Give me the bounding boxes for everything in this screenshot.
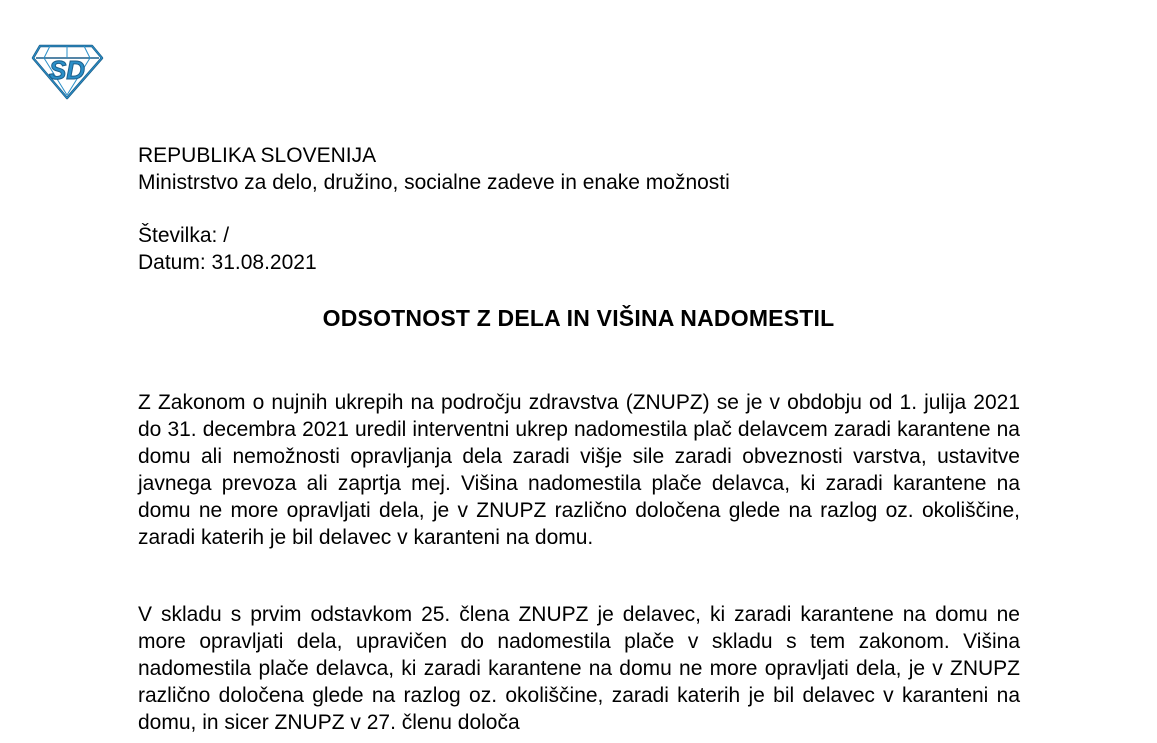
header-ministry: Ministrstvo za delo, družino, socialne zadeve in enake možnosti [138,171,730,194]
body-paragraph-1: Z Zakonom o nujnih ukrepih na področju zdravstva (ZNUPZ) se je v obdobju od 1. julija 2021 do 31. decembra 2021 uredil interventni ukrep nadomestila plač delavcem zaradi karantene na domu ali nemožnosti opravljanja dela zaradi višje sile zaradi obveznosti varstva, ustavitve javnega prevoza ali zaprtja mej. Višina nadomestila plače delavca, ki zaradi karantene na domu ne more opravljati dela, je v ZNUPZ različno določena glede na razlog oz. okoliščine, zaradi katerih je bil delavec v karanteni na domu. [138,391,1020,549]
document-date: Datum: 31.08.2021 [138,251,317,274]
document-title: ODSOTNOST Z DELA IN VIŠINA NADOMESTIL [322,305,835,331]
sd-logo-icon [30,40,105,100]
sd-logo [30,40,105,100]
logo-text: SD [48,55,86,85]
body-paragraph-2: V skladu s prvim odstavkom 25. člena ZNUPZ je delavec, ki zaradi karantene na domu ne more opravljati dela, upravičen do nadomestila plače v skladu s tem zakonom. Višina nadomestila plače delavca, ki zaradi karantene na domu ne more opravljati dela, je v ZNUPZ različno določena glede na razlog oz. okoliščine, zaradi katerih je bil delavec v karanteni na domu, in sicer ZNUPZ v 27. členu določa [138,603,1020,734]
document-header [138,142,730,196]
document-number: Številka: / [138,224,230,247]
document-meta [138,222,317,276]
header-country: REPUBLIKA SLOVENIJA [138,144,377,167]
